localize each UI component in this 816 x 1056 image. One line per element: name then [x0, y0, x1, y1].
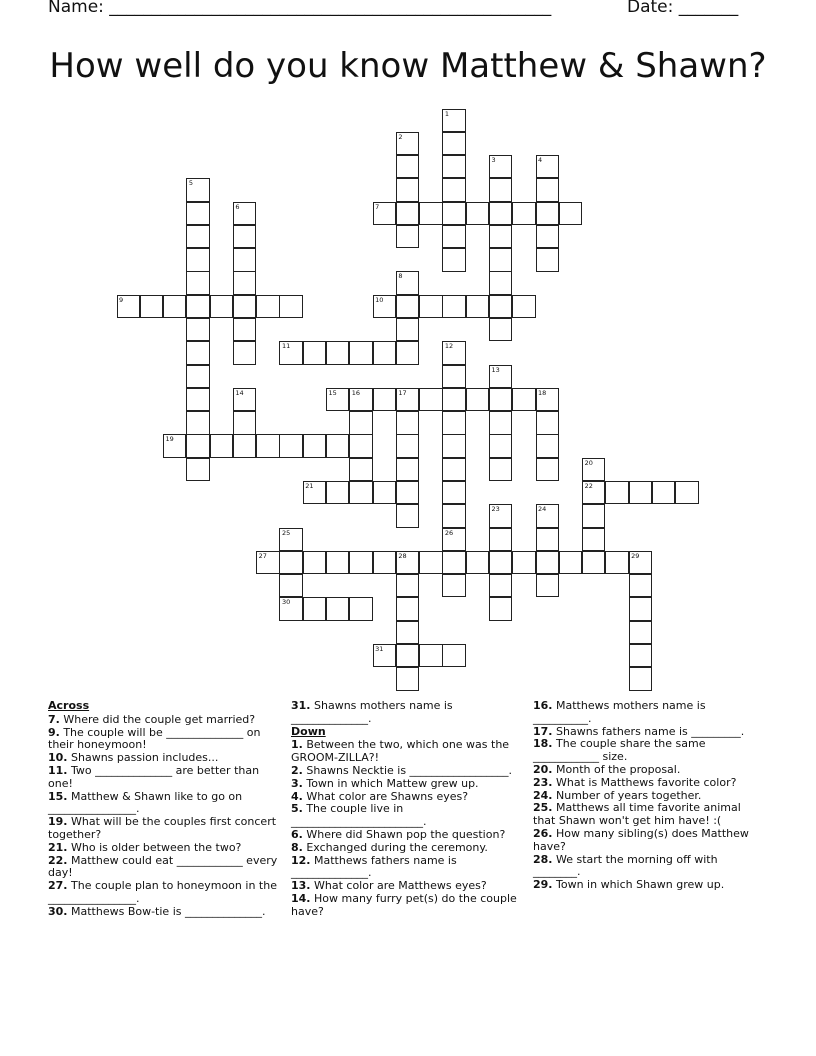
clue-text: Shawns Necktie is __________________. — [302, 763, 513, 777]
grid-cell[interactable] — [396, 318, 419, 341]
clue-text: What color are Matthews eyes? — [310, 879, 487, 893]
grid-cell[interactable] — [186, 388, 209, 411]
grid-cell[interactable] — [489, 411, 512, 434]
grid-cell[interactable] — [442, 132, 465, 155]
grid-cell[interactable] — [326, 388, 349, 411]
grid-cell[interactable] — [442, 341, 465, 364]
clue-text: Shawns passion includes... — [67, 751, 219, 765]
clue-text: The couple will be ______________ on their honeymoon! — [48, 725, 261, 752]
grid-cell[interactable] — [442, 178, 465, 201]
grid-cell[interactable] — [233, 225, 256, 248]
grid-cell[interactable] — [233, 271, 256, 294]
grid-cell[interactable] — [489, 271, 512, 294]
grid-cell[interactable] — [279, 551, 302, 574]
grid-cell[interactable] — [582, 458, 605, 481]
grid-cell[interactable] — [512, 551, 535, 574]
grid-cell[interactable] — [466, 202, 489, 225]
grid-cell[interactable] — [303, 597, 326, 620]
grid-cell[interactable] — [233, 202, 256, 225]
clue-text: Exchanged during the ceremony. — [302, 840, 488, 854]
clue-number: 4. — [291, 789, 303, 803]
grid-cell[interactable] — [536, 574, 559, 597]
date-field[interactable]: Date: _______ — [627, 0, 739, 17]
grid-cell[interactable] — [629, 574, 652, 597]
grid-cell[interactable] — [629, 481, 652, 504]
grid-cell[interactable] — [442, 481, 465, 504]
clue-item — [291, 893, 523, 919]
cell-number: 4 — [538, 156, 543, 165]
section-heading: Across — [48, 699, 90, 712]
grid-cell[interactable] — [629, 551, 652, 574]
grid-cell[interactable] — [489, 155, 512, 178]
clue-number: 7. — [48, 712, 60, 726]
grid-cell[interactable] — [442, 155, 465, 178]
clue-number: 8. — [291, 840, 303, 854]
clue-number: 17. — [533, 724, 553, 738]
cell-number: 27 — [258, 551, 267, 560]
page-title: How well do you know Matthew & Shawn? — [49, 46, 767, 86]
cell-number: 23 — [491, 505, 500, 514]
clue-text: We start the morning off with ________. — [533, 852, 718, 879]
clue-item — [48, 855, 278, 881]
clue-number: 24. — [533, 788, 553, 802]
grid-cell[interactable] — [326, 597, 349, 620]
grid-cell[interactable] — [536, 528, 559, 551]
grid-cell[interactable] — [256, 551, 279, 574]
clue-number: 11. — [48, 763, 68, 777]
grid-cell[interactable] — [349, 597, 372, 620]
grid-cell[interactable] — [536, 202, 559, 225]
name-field[interactable]: Name: ____________________________________________________ — [48, 0, 552, 17]
grid-cell[interactable] — [326, 434, 349, 457]
clue-number: 26. — [533, 826, 553, 840]
clue-text: How many furry pet(s) do the couple have? — [291, 891, 517, 918]
clue-column-1 — [48, 700, 278, 919]
clue-text: Shawns mothers name is ______________. — [291, 699, 453, 725]
grid-cell[interactable] — [186, 365, 209, 388]
grid-cell[interactable] — [489, 318, 512, 341]
grid-cell[interactable] — [536, 411, 559, 434]
cell-number: 31 — [375, 644, 384, 653]
clue-number: 1. — [291, 738, 303, 752]
clue-item — [291, 739, 523, 765]
grid-cell[interactable] — [442, 458, 465, 481]
grid-cell[interactable] — [442, 434, 465, 457]
grid-cell[interactable] — [536, 551, 559, 574]
clue-text: Shawns fathers name is _________. — [552, 724, 745, 738]
grid-cell[interactable] — [256, 295, 279, 318]
grid-cell[interactable] — [442, 551, 465, 574]
clue-number: 28. — [533, 852, 553, 866]
grid-cell[interactable] — [396, 295, 419, 318]
clue-text: Month of the proposal. — [552, 762, 681, 776]
grid-cell[interactable] — [442, 109, 465, 132]
cell-number: 21 — [305, 481, 314, 490]
clue-number: 21. — [48, 840, 68, 854]
grid-cell[interactable] — [163, 434, 186, 457]
grid-cell[interactable] — [396, 597, 419, 620]
grid-cell[interactable] — [326, 551, 349, 574]
grid-cell[interactable] — [419, 644, 442, 667]
clue-number: 22. — [48, 853, 68, 867]
grid-cell[interactable] — [489, 504, 512, 527]
grid-cell[interactable] — [210, 295, 233, 318]
grid-cell[interactable] — [489, 528, 512, 551]
grid-cell[interactable] — [373, 481, 396, 504]
cell-number: 18 — [538, 388, 547, 397]
grid-cell[interactable] — [396, 155, 419, 178]
grid-cell[interactable] — [396, 481, 419, 504]
grid-cell[interactable] — [233, 411, 256, 434]
clue-number: 31. — [291, 699, 311, 712]
clue-number: 3. — [291, 776, 303, 790]
clue-column-3 — [533, 700, 763, 892]
grid-cell[interactable] — [442, 295, 465, 318]
cell-number: 5 — [188, 179, 193, 188]
grid-cell[interactable] — [582, 504, 605, 527]
grid-cell[interactable] — [396, 434, 419, 457]
clue-item — [533, 700, 763, 726]
clue-number: 12. — [291, 853, 311, 867]
clue-number: 25. — [533, 801, 553, 815]
grid-cell[interactable] — [489, 597, 512, 620]
grid-cell[interactable] — [396, 388, 419, 411]
clue-number: 13. — [291, 879, 311, 893]
grid-cell[interactable] — [419, 388, 442, 411]
cell-number: 29 — [631, 551, 640, 560]
grid-cell[interactable] — [233, 388, 256, 411]
clue-text: How many sibling(s) does Matthew have? — [533, 826, 749, 853]
grid-cell[interactable] — [652, 481, 675, 504]
grid-cell[interactable] — [349, 481, 372, 504]
grid-cell[interactable] — [303, 341, 326, 364]
grid-cell[interactable] — [186, 202, 209, 225]
grid-cell[interactable] — [419, 202, 442, 225]
grid-cell[interactable] — [629, 667, 652, 690]
clue-text: Matthews fathers name is ______________. — [291, 853, 457, 880]
grid-cell[interactable] — [442, 202, 465, 225]
grid-cell[interactable] — [303, 481, 326, 504]
grid-cell[interactable] — [559, 202, 582, 225]
cell-number: 19 — [165, 435, 174, 444]
clue-text: Where did Shawn pop the question? — [302, 827, 506, 841]
clue-number: 6. — [291, 827, 303, 841]
clue-text: Matthews mothers name is __________. — [533, 699, 706, 725]
grid-cell[interactable] — [536, 458, 559, 481]
grid-cell[interactable] — [349, 341, 372, 364]
grid-cell[interactable] — [442, 574, 465, 597]
grid-cell[interactable] — [489, 225, 512, 248]
grid-cell[interactable] — [279, 597, 302, 620]
grid-cell[interactable] — [442, 388, 465, 411]
clue-text: What will be the couples first concert together? — [48, 815, 277, 841]
grid-cell[interactable] — [186, 434, 209, 457]
grid-cell[interactable] — [536, 248, 559, 271]
grid-cell[interactable] — [326, 341, 349, 364]
grid-cell[interactable] — [163, 295, 186, 318]
grid-cell[interactable] — [256, 434, 279, 457]
grid-cell[interactable] — [396, 621, 419, 644]
grid-cell[interactable] — [582, 551, 605, 574]
grid-cell[interactable] — [442, 248, 465, 271]
clue-item — [48, 906, 278, 919]
clue-item — [48, 880, 278, 906]
clue-text: Town in which Shawn grew up. — [552, 878, 725, 892]
grid-cell[interactable] — [442, 644, 465, 667]
grid-cell[interactable] — [442, 225, 465, 248]
cell-number: 16 — [351, 388, 361, 397]
grid-cell[interactable] — [396, 574, 419, 597]
grid-cell[interactable] — [186, 411, 209, 434]
grid-cell[interactable] — [396, 271, 419, 294]
grid-cell[interactable] — [396, 411, 419, 434]
cell-number: 28 — [398, 551, 407, 560]
grid-cell[interactable] — [489, 248, 512, 271]
grid-cell[interactable] — [536, 388, 559, 411]
grid-cell[interactable] — [349, 434, 372, 457]
clue-number: 5. — [291, 802, 303, 816]
clue-number: 18. — [533, 737, 553, 751]
clue-text: Two ______________ are better than one! — [48, 763, 260, 790]
clue-number: 2. — [291, 763, 303, 777]
grid-cell[interactable] — [629, 644, 652, 667]
grid-cell[interactable] — [396, 341, 419, 364]
grid-cell[interactable] — [186, 248, 209, 271]
cell-number: 22 — [584, 481, 593, 490]
grid-cell[interactable] — [536, 434, 559, 457]
grid-cell[interactable] — [373, 644, 396, 667]
grid-cell[interactable] — [349, 551, 372, 574]
cell-number: 25 — [281, 528, 291, 537]
cell-number: 2 — [398, 132, 403, 141]
grid-cell[interactable] — [233, 434, 256, 457]
grid-cell[interactable] — [233, 295, 256, 318]
grid-cell[interactable] — [512, 295, 535, 318]
clue-text: Matthews Bow-tie is ______________. — [67, 904, 266, 918]
clue-text: The couple share the same ____________ size. — [533, 737, 706, 764]
clue-item — [48, 816, 278, 842]
clue-item — [533, 738, 763, 764]
clue-item — [291, 855, 523, 881]
grid-cell[interactable] — [489, 365, 512, 388]
cell-number: 15 — [328, 388, 337, 397]
grid-cell[interactable] — [489, 434, 512, 457]
grid-cell[interactable] — [373, 341, 396, 364]
grid-cell[interactable] — [396, 551, 419, 574]
grid-cell[interactable] — [489, 295, 512, 318]
clue-number: 27. — [48, 879, 68, 893]
clue-number: 16. — [533, 699, 553, 712]
clue-text: What is Matthews favorite color? — [552, 775, 737, 789]
clue-text: Number of years together. — [552, 788, 702, 802]
clue-number: 19. — [48, 815, 68, 829]
grid-cell[interactable] — [466, 295, 489, 318]
cell-number: 1 — [444, 109, 450, 118]
grid-cell[interactable] — [605, 551, 628, 574]
grid-cell[interactable] — [279, 574, 302, 597]
grid-cell[interactable] — [512, 202, 535, 225]
clue-text: The couple plan to honeymoon in the ________________. — [48, 879, 277, 905]
grid-cell[interactable] — [489, 202, 512, 225]
grid-cell[interactable] — [396, 644, 419, 667]
cell-number: 24 — [538, 505, 547, 514]
cell-number: 17 — [398, 388, 407, 397]
grid-cell[interactable] — [582, 481, 605, 504]
clue-text: Who is older between the two? — [67, 840, 242, 854]
grid-cell[interactable] — [186, 341, 209, 364]
grid-cell[interactable] — [233, 318, 256, 341]
grid-cell[interactable] — [442, 365, 465, 388]
grid-cell[interactable] — [629, 621, 652, 644]
grid-cell[interactable] — [279, 341, 302, 364]
clue-text: Town in which Mattew grew up. — [302, 776, 479, 790]
clue-number: 29. — [533, 878, 553, 892]
grid-cell[interactable] — [396, 458, 419, 481]
clue-text: Where did the couple get married? — [59, 712, 256, 726]
grid-cell[interactable] — [210, 434, 233, 457]
clue-item — [533, 828, 763, 854]
grid-cell[interactable] — [419, 295, 442, 318]
grid-cell[interactable] — [303, 551, 326, 574]
grid-cell[interactable] — [396, 504, 419, 527]
grid-cell[interactable] — [140, 295, 163, 318]
grid-cell[interactable] — [373, 295, 396, 318]
grid-cell[interactable] — [675, 481, 698, 504]
clue-number: 14. — [291, 891, 311, 905]
grid-cell[interactable] — [489, 574, 512, 597]
clue-column-2 — [291, 700, 523, 919]
grid-cell[interactable] — [326, 481, 349, 504]
grid-cell[interactable] — [629, 597, 652, 620]
grid-cell[interactable] — [536, 504, 559, 527]
grid-cell[interactable] — [349, 411, 372, 434]
grid-cell[interactable] — [489, 458, 512, 481]
clue-item — [48, 727, 278, 753]
grid-cell[interactable] — [396, 667, 419, 690]
grid-cell[interactable] — [373, 202, 396, 225]
clue-item — [48, 765, 278, 791]
clue-text: Between the two, which one was the GROOM-ZILLA?! — [291, 738, 510, 765]
grid-cell[interactable] — [442, 504, 465, 527]
grid-cell[interactable] — [396, 202, 419, 225]
cell-number: 10 — [375, 295, 384, 304]
grid-cell[interactable] — [186, 458, 209, 481]
cell-number: 20 — [584, 458, 593, 467]
grid-cell[interactable] — [279, 528, 302, 551]
clue-text: Matthew & Shawn like to go on ________________. — [48, 789, 243, 816]
grid-cell[interactable] — [559, 551, 582, 574]
clue-number: 15. — [48, 789, 68, 803]
grid-cell[interactable] — [186, 225, 209, 248]
clue-text: Matthews all time favorite animal that Shawn won't get him have! :( — [533, 801, 741, 828]
clue-item — [291, 803, 523, 829]
clue-number: 23. — [533, 775, 553, 789]
cell-number: 13 — [491, 365, 500, 374]
grid-cell[interactable] — [512, 388, 535, 411]
grid-cell[interactable] — [396, 132, 419, 155]
grid-cell[interactable] — [186, 178, 209, 201]
grid-cell[interactable] — [186, 295, 209, 318]
grid-cell[interactable] — [442, 411, 465, 434]
clue-text: What color are Shawns eyes? — [302, 789, 469, 803]
grid-cell[interactable] — [279, 434, 302, 457]
clue-item — [533, 854, 763, 880]
grid-cell[interactable] — [396, 225, 419, 248]
grid-cell[interactable] — [489, 388, 512, 411]
cell-number: 12 — [444, 342, 454, 351]
cell-number: 11 — [281, 342, 291, 351]
grid-cell[interactable] — [373, 551, 396, 574]
grid-cell[interactable] — [419, 551, 442, 574]
grid-cell[interactable] — [186, 271, 209, 294]
cell-number: 26 — [444, 528, 454, 537]
grid-cell[interactable] — [489, 551, 512, 574]
grid-cell[interactable] — [466, 551, 489, 574]
section-heading: Down — [291, 724, 326, 738]
grid-cell[interactable] — [233, 248, 256, 271]
grid-cell[interactable] — [186, 318, 209, 341]
grid-cell[interactable] — [582, 528, 605, 551]
clue-text: The couple live in ________________________. — [291, 802, 427, 829]
grid-cell[interactable] — [233, 341, 256, 364]
cell-number: 14 — [235, 388, 244, 397]
grid-cell[interactable] — [396, 178, 419, 201]
grid-cell[interactable] — [349, 458, 372, 481]
cell-number: 6 — [235, 202, 240, 211]
cell-number: 30 — [281, 598, 291, 607]
clue-number: 9. — [48, 725, 60, 739]
grid-cell[interactable] — [117, 295, 140, 318]
grid-cell[interactable] — [279, 295, 302, 318]
grid-cell[interactable] — [536, 225, 559, 248]
cell-number: 3 — [491, 156, 496, 165]
clue-number: 30. — [48, 904, 68, 918]
clue-number: 20. — [533, 762, 553, 776]
cell-number: 7 — [375, 202, 380, 211]
grid-cell[interactable] — [442, 528, 465, 551]
clue-item — [291, 700, 523, 726]
grid-cell[interactable] — [605, 481, 628, 504]
clue-item — [48, 791, 278, 817]
grid-cell[interactable] — [349, 388, 372, 411]
grid-cell[interactable] — [536, 155, 559, 178]
clue-number: 10. — [48, 751, 68, 765]
cell-number: 9 — [119, 295, 124, 304]
grid-cell[interactable] — [373, 388, 396, 411]
grid-cell[interactable] — [303, 434, 326, 457]
cell-number: 8 — [398, 272, 403, 281]
grid-cell[interactable] — [536, 178, 559, 201]
clue-text: Matthew could eat ____________ every day! — [48, 853, 278, 880]
grid-cell[interactable] — [466, 388, 489, 411]
clue-item — [533, 879, 763, 892]
grid-cell[interactable] — [489, 178, 512, 201]
clue-item — [533, 802, 763, 828]
